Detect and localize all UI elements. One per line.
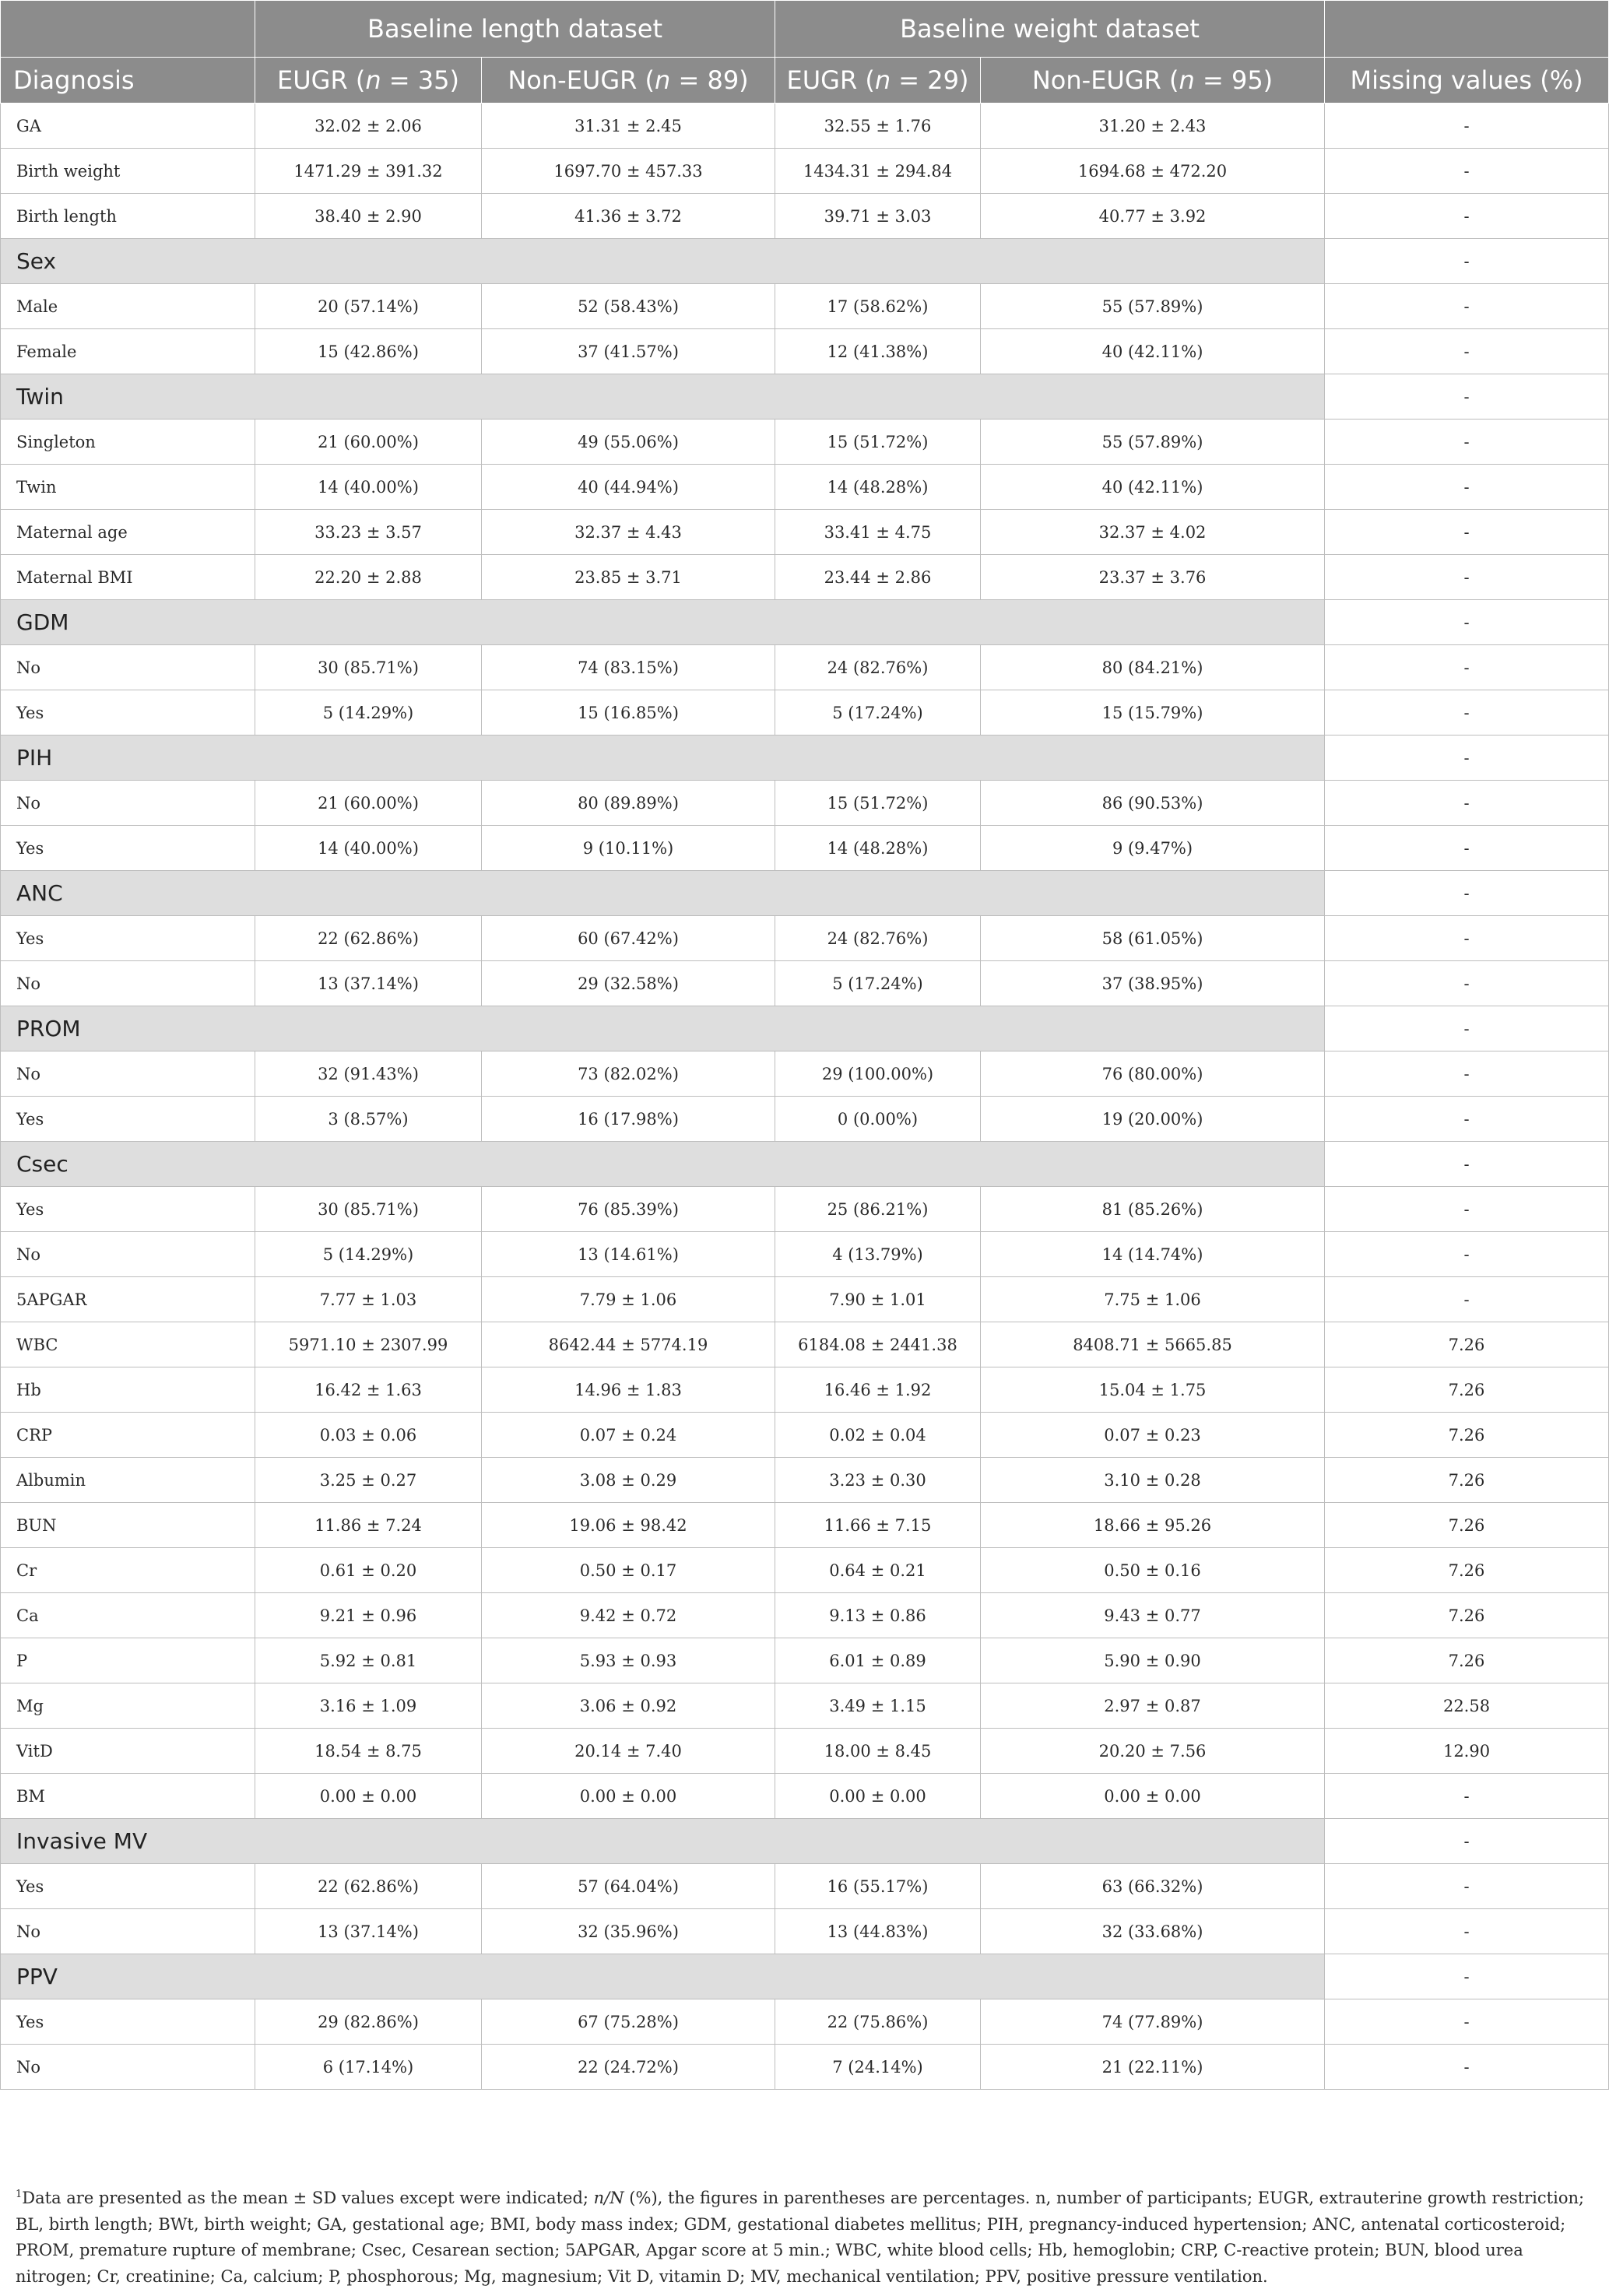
row-label: Male (1, 284, 255, 329)
value-cell: 29 (82.86%) (255, 1999, 482, 2045)
value-cell: 9 (9.47%) (981, 826, 1325, 871)
missing-value-cell: - (1325, 735, 1609, 781)
value-cell: 24 (82.76%) (775, 645, 981, 690)
missing-value-cell: - (1325, 781, 1609, 826)
missing-value-cell: - (1325, 1999, 1609, 2045)
header-column-row (1, 58, 1609, 104)
section-label: PPV (1, 1954, 1325, 1999)
group-header-length: Baseline length dataset (255, 1, 775, 58)
value-cell: 74 (77.89%) (981, 1999, 1325, 2045)
value-cell: 13 (37.14%) (255, 961, 482, 1006)
table-body (1, 104, 1609, 2090)
value-cell: 14 (48.28%) (775, 826, 981, 871)
row-label: No (1, 1051, 255, 1097)
section-row (1, 1006, 1609, 1051)
table-row (1, 104, 1609, 149)
value-cell: 5971.10 ± 2307.99 (255, 1322, 482, 1367)
value-cell: 32.02 ± 2.06 (255, 104, 482, 149)
value-cell: 13 (37.14%) (255, 1909, 482, 1954)
section-row (1, 239, 1609, 284)
table-row (1, 690, 1609, 735)
table-row (1, 1097, 1609, 1142)
row-label: No (1, 781, 255, 826)
value-cell: 58 (61.05%) (981, 916, 1325, 961)
value-cell: 37 (38.95%) (981, 961, 1325, 1006)
row-label: Birth length (1, 194, 255, 239)
row-label: VitD (1, 1729, 255, 1774)
missing-value-cell: - (1325, 1909, 1609, 1954)
value-cell: 19 (20.00%) (981, 1097, 1325, 1142)
section-label: Invasive MV (1, 1819, 1325, 1864)
row-label: No (1, 1909, 255, 1954)
missing-value-cell: - (1325, 1142, 1609, 1187)
row-label: BUN (1, 1503, 255, 1548)
table-row (1, 2045, 1609, 2090)
value-cell: 15 (51.72%) (775, 420, 981, 465)
section-row (1, 871, 1609, 916)
value-cell: 0.50 ± 0.17 (482, 1548, 775, 1593)
value-cell: 8408.71 ± 5665.85 (981, 1322, 1325, 1367)
row-label: Twin (1, 465, 255, 510)
value-cell: 5.90 ± 0.90 (981, 1638, 1325, 1683)
table-row (1, 284, 1609, 329)
value-cell: 1697.70 ± 457.33 (482, 149, 775, 194)
table-row (1, 1413, 1609, 1458)
missing-value-cell: - (1325, 1097, 1609, 1142)
section-row (1, 735, 1609, 781)
value-cell: 15 (42.86%) (255, 329, 482, 374)
value-cell: 3.25 ± 0.27 (255, 1458, 482, 1503)
value-cell: 40 (42.11%) (981, 465, 1325, 510)
value-cell: 3.16 ± 1.09 (255, 1683, 482, 1729)
value-cell: 23.37 ± 3.76 (981, 555, 1325, 600)
table-row (1, 1503, 1609, 1548)
value-cell: 12 (41.38%) (775, 329, 981, 374)
value-cell: 1471.29 ± 391.32 (255, 149, 482, 194)
table-row (1, 1593, 1609, 1638)
value-cell: 0 (0.00%) (775, 1097, 981, 1142)
value-cell: 55 (57.89%) (981, 420, 1325, 465)
value-cell: 49 (55.06%) (482, 420, 775, 465)
column-header-missing: Missing values (%) (1325, 58, 1609, 104)
value-cell: 18.66 ± 95.26 (981, 1503, 1325, 1548)
row-label: Singleton (1, 420, 255, 465)
value-cell: 9 (10.11%) (482, 826, 775, 871)
value-cell: 52 (58.43%) (482, 284, 775, 329)
value-cell: 21 (22.11%) (981, 2045, 1325, 2090)
row-label: Maternal BMI (1, 555, 255, 600)
value-cell: 40 (42.11%) (981, 329, 1325, 374)
value-cell: 81 (85.26%) (981, 1187, 1325, 1232)
value-cell: 20.14 ± 7.40 (482, 1729, 775, 1774)
value-cell: 22 (62.86%) (255, 1864, 482, 1909)
value-cell: 13 (14.61%) (482, 1232, 775, 1277)
value-cell: 18.00 ± 8.45 (775, 1729, 981, 1774)
missing-value-cell: 7.26 (1325, 1503, 1609, 1548)
value-cell: 0.61 ± 0.20 (255, 1548, 482, 1593)
value-cell: 16.46 ± 1.92 (775, 1367, 981, 1413)
value-cell: 5 (14.29%) (255, 1232, 482, 1277)
row-label: Yes (1, 1097, 255, 1142)
missing-value-cell: - (1325, 1954, 1609, 1999)
section-row (1, 1954, 1609, 1999)
section-row (1, 1819, 1609, 1864)
value-cell: 63 (66.32%) (981, 1864, 1325, 1909)
missing-value-cell: 7.26 (1325, 1413, 1609, 1458)
section-label: Csec (1, 1142, 1325, 1187)
value-cell: 0.00 ± 0.00 (775, 1774, 981, 1819)
value-cell: 16 (55.17%) (775, 1864, 981, 1909)
value-cell: 23.85 ± 3.71 (482, 555, 775, 600)
section-row (1, 600, 1609, 645)
row-label: Albumin (1, 1458, 255, 1503)
value-cell: 3.08 ± 0.29 (482, 1458, 775, 1503)
table-row (1, 1322, 1609, 1367)
header-blank-cell (1325, 1, 1609, 58)
row-label: Birth weight (1, 149, 255, 194)
value-cell: 30 (85.71%) (255, 1187, 482, 1232)
row-label: No (1, 1232, 255, 1277)
value-cell: 1694.68 ± 472.20 (981, 149, 1325, 194)
missing-value-cell: - (1325, 555, 1609, 600)
value-cell: 86 (90.53%) (981, 781, 1325, 826)
row-label: Mg (1, 1683, 255, 1729)
missing-value-cell: - (1325, 600, 1609, 645)
missing-value-cell: - (1325, 1819, 1609, 1864)
row-label: GA (1, 104, 255, 149)
value-cell: 76 (85.39%) (482, 1187, 775, 1232)
missing-value-cell: 7.26 (1325, 1458, 1609, 1503)
value-cell: 14 (40.00%) (255, 826, 482, 871)
missing-value-cell: - (1325, 104, 1609, 149)
table-row (1, 781, 1609, 826)
value-cell: 19.06 ± 98.42 (482, 1503, 775, 1548)
table-row (1, 1999, 1609, 2045)
section-label: Twin (1, 374, 1325, 420)
value-cell: 6 (17.14%) (255, 2045, 482, 2090)
table-row (1, 1232, 1609, 1277)
value-cell: 32.37 ± 4.43 (482, 510, 775, 555)
value-cell: 4 (13.79%) (775, 1232, 981, 1277)
table-row (1, 1774, 1609, 1819)
missing-value-cell: - (1325, 961, 1609, 1006)
table-row (1, 149, 1609, 194)
section-label: Sex (1, 239, 1325, 284)
value-cell: 0.00 ± 0.00 (482, 1774, 775, 1819)
value-cell: 80 (89.89%) (482, 781, 775, 826)
section-label: PROM (1, 1006, 1325, 1051)
missing-value-cell: - (1325, 1051, 1609, 1097)
value-cell: 15 (15.79%) (981, 690, 1325, 735)
value-cell: 33.23 ± 3.57 (255, 510, 482, 555)
value-cell: 0.64 ± 0.21 (775, 1548, 981, 1593)
value-cell: 33.41 ± 4.75 (775, 510, 981, 555)
value-cell: 15.04 ± 1.75 (981, 1367, 1325, 1413)
row-label: Maternal age (1, 510, 255, 555)
header-blank-cell (1, 1, 255, 58)
value-cell: 3.06 ± 0.92 (482, 1683, 775, 1729)
value-cell: 31.20 ± 2.43 (981, 104, 1325, 149)
table-row (1, 1683, 1609, 1729)
table-row (1, 1909, 1609, 1954)
value-cell: 40 (44.94%) (482, 465, 775, 510)
value-cell: 40.77 ± 3.92 (981, 194, 1325, 239)
value-cell: 6.01 ± 0.89 (775, 1638, 981, 1683)
missing-value-cell: - (1325, 1864, 1609, 1909)
table-row (1, 1729, 1609, 1774)
table-row (1, 961, 1609, 1006)
table-row (1, 1051, 1609, 1097)
value-cell: 0.07 ± 0.23 (981, 1413, 1325, 1458)
table-row (1, 465, 1609, 510)
value-cell: 7.77 ± 1.03 (255, 1277, 482, 1322)
row-label: BM (1, 1774, 255, 1819)
table-row (1, 555, 1609, 600)
row-label: Yes (1, 826, 255, 871)
table-row (1, 194, 1609, 239)
value-cell: 5 (14.29%) (255, 690, 482, 735)
value-cell: 6184.08 ± 2441.38 (775, 1322, 981, 1367)
value-cell: 9.21 ± 0.96 (255, 1593, 482, 1638)
value-cell: 7 (24.14%) (775, 2045, 981, 2090)
value-cell: 17 (58.62%) (775, 284, 981, 329)
row-label: WBC (1, 1322, 255, 1367)
value-cell: 0.02 ± 0.04 (775, 1413, 981, 1458)
value-cell: 32.37 ± 4.02 (981, 510, 1325, 555)
value-cell: 38.40 ± 2.90 (255, 194, 482, 239)
table-row (1, 916, 1609, 961)
missing-value-cell: - (1325, 374, 1609, 420)
missing-value-cell: 22.58 (1325, 1683, 1609, 1729)
value-cell: 29 (32.58%) (482, 961, 775, 1006)
value-cell: 73 (82.02%) (482, 1051, 775, 1097)
value-cell: 67 (75.28%) (482, 1999, 775, 2045)
row-label: No (1, 961, 255, 1006)
value-cell: 20.20 ± 7.56 (981, 1729, 1325, 1774)
value-cell: 13 (44.83%) (775, 1909, 981, 1954)
value-cell: 7.90 ± 1.01 (775, 1277, 981, 1322)
table-row (1, 826, 1609, 871)
missing-value-cell: - (1325, 1774, 1609, 1819)
missing-value-cell: - (1325, 284, 1609, 329)
value-cell: 0.00 ± 0.00 (255, 1774, 482, 1819)
column-header-weight-non-eugr: Non-EUGR (n = 95) (981, 58, 1325, 104)
row-label: Female (1, 329, 255, 374)
table-footnote: $^1$Data are presented as the mean ± SD values except were indicated; n/N (%), the figures in parentheses are percentages. n, number of participants; EUGR, extrauterine growth restriction; BL, birth length; BWt, birth weight; GA, gestational age; BMI, body mass index; GDM, gestational diabetes mellitus; PIH, pregnancy-induced hypertension; ANC, antenatal corticosteroid; PROM, premature rupture of membrane; Csec, Cesarean section; 5APGAR, Apgar score at 5 min.; WBC, white blood cells; Hb, hemoglobin; CRP, C-reactive protein; BUN, blood urea nitrogen; Cr, creatinine; Ca, calcium; P, phosphorous; Mg, magnesium; Vit D, vitamin D; MV, mechanical ventilation; PPV, positive pressure ventilation. (16, 2189, 1585, 2286)
value-cell: 16.42 ± 1.63 (255, 1367, 482, 1413)
row-label: Yes (1, 1187, 255, 1232)
row-label: Yes (1, 916, 255, 961)
value-cell: 14 (48.28%) (775, 465, 981, 510)
value-cell: 14 (40.00%) (255, 465, 482, 510)
column-header-length-eugr: EUGR (n = 35) (255, 58, 482, 104)
table-row (1, 329, 1609, 374)
value-cell: 3 (8.57%) (255, 1097, 482, 1142)
table-row (1, 1548, 1609, 1593)
missing-value-cell: - (1325, 1006, 1609, 1051)
value-cell: 21 (60.00%) (255, 420, 482, 465)
value-cell: 23.44 ± 2.86 (775, 555, 981, 600)
value-cell: 57 (64.04%) (482, 1864, 775, 1909)
section-row (1, 374, 1609, 420)
value-cell: 22.20 ± 2.88 (255, 555, 482, 600)
value-cell: 32.55 ± 1.76 (775, 104, 981, 149)
row-label: No (1, 645, 255, 690)
value-cell: 55 (57.89%) (981, 284, 1325, 329)
missing-value-cell: 7.26 (1325, 1548, 1609, 1593)
table-row (1, 1277, 1609, 1322)
value-cell: 5.93 ± 0.93 (482, 1638, 775, 1683)
row-label: CRP (1, 1413, 255, 1458)
missing-value-cell: - (1325, 329, 1609, 374)
table-row (1, 1458, 1609, 1503)
value-cell: 15 (51.72%) (775, 781, 981, 826)
value-cell: 9.43 ± 0.77 (981, 1593, 1325, 1638)
value-cell: 32 (35.96%) (482, 1909, 775, 1954)
value-cell: 7.79 ± 1.06 (482, 1277, 775, 1322)
missing-value-cell: - (1325, 239, 1609, 284)
value-cell: 39.71 ± 3.03 (775, 194, 981, 239)
value-cell: 25 (86.21%) (775, 1187, 981, 1232)
value-cell: 32 (33.68%) (981, 1909, 1325, 1954)
missing-value-cell: - (1325, 645, 1609, 690)
value-cell: 9.42 ± 0.72 (482, 1593, 775, 1638)
section-label: GDM (1, 600, 1325, 645)
value-cell: 11.66 ± 7.15 (775, 1503, 981, 1548)
value-cell: 0.07 ± 0.24 (482, 1413, 775, 1458)
table-row (1, 1367, 1609, 1413)
missing-value-cell: 7.26 (1325, 1593, 1609, 1638)
value-cell: 0.00 ± 0.00 (981, 1774, 1325, 1819)
value-cell: 5 (17.24%) (775, 690, 981, 735)
missing-value-cell: - (1325, 916, 1609, 961)
missing-value-cell: 7.26 (1325, 1367, 1609, 1413)
value-cell: 80 (84.21%) (981, 645, 1325, 690)
value-cell: 41.36 ± 3.72 (482, 194, 775, 239)
value-cell: 14.96 ± 1.83 (482, 1367, 775, 1413)
value-cell: 11.86 ± 7.24 (255, 1503, 482, 1548)
value-cell: 2.97 ± 0.87 (981, 1683, 1325, 1729)
value-cell: 20 (57.14%) (255, 284, 482, 329)
row-label: Hb (1, 1367, 255, 1413)
missing-value-cell: - (1325, 2045, 1609, 2090)
row-label: No (1, 2045, 255, 2090)
value-cell: 5 (17.24%) (775, 961, 981, 1006)
missing-value-cell: - (1325, 871, 1609, 916)
table-row (1, 645, 1609, 690)
value-cell: 3.10 ± 0.28 (981, 1458, 1325, 1503)
missing-value-cell: - (1325, 465, 1609, 510)
table-row (1, 1864, 1609, 1909)
value-cell: 74 (83.15%) (482, 645, 775, 690)
missing-value-cell: 7.26 (1325, 1322, 1609, 1367)
column-header-length-non-eugr: Non-EUGR (n = 89) (482, 58, 775, 104)
value-cell: 21 (60.00%) (255, 781, 482, 826)
missing-value-cell: - (1325, 690, 1609, 735)
footnote-marker: 1 (16, 2189, 23, 2200)
column-header-weight-eugr: EUGR (n = 29) (775, 58, 981, 104)
section-label: ANC (1, 871, 1325, 916)
row-label: Cr (1, 1548, 255, 1593)
section-label: PIH (1, 735, 1325, 781)
value-cell: 76 (80.00%) (981, 1051, 1325, 1097)
missing-value-cell: - (1325, 194, 1609, 239)
missing-value-cell: - (1325, 420, 1609, 465)
row-label: Yes (1, 690, 255, 735)
value-cell: 5.92 ± 0.81 (255, 1638, 482, 1683)
value-cell: 22 (62.86%) (255, 916, 482, 961)
value-cell: 30 (85.71%) (255, 645, 482, 690)
value-cell: 7.75 ± 1.06 (981, 1277, 1325, 1322)
value-cell: 8642.44 ± 5774.19 (482, 1322, 775, 1367)
value-cell: 14 (14.74%) (981, 1232, 1325, 1277)
table-row (1, 420, 1609, 465)
value-cell: 24 (82.76%) (775, 916, 981, 961)
value-cell: 0.03 ± 0.06 (255, 1413, 482, 1458)
header-group-row (1, 1, 1609, 58)
value-cell: 29 (100.00%) (775, 1051, 981, 1097)
row-label: Yes (1, 1999, 255, 2045)
value-cell: 22 (24.72%) (482, 2045, 775, 2090)
row-label: Ca (1, 1593, 255, 1638)
value-cell: 37 (41.57%) (482, 329, 775, 374)
table-row (1, 510, 1609, 555)
table-header (1, 1, 1609, 104)
missing-value-cell: - (1325, 149, 1609, 194)
value-cell: 22 (75.86%) (775, 1999, 981, 2045)
missing-value-cell: - (1325, 510, 1609, 555)
value-cell: 18.54 ± 8.75 (255, 1729, 482, 1774)
missing-value-cell: - (1325, 1232, 1609, 1277)
section-row (1, 1142, 1609, 1187)
value-cell: 3.49 ± 1.15 (775, 1683, 981, 1729)
missing-value-cell: 12.90 (1325, 1729, 1609, 1774)
value-cell: 15 (16.85%) (482, 690, 775, 735)
value-cell: 32 (91.43%) (255, 1051, 482, 1097)
value-cell: 3.23 ± 0.30 (775, 1458, 981, 1503)
row-label: P (1, 1638, 255, 1683)
row-label: Yes (1, 1864, 255, 1909)
column-header-diagnosis: Diagnosis (1, 58, 255, 104)
group-header-weight: Baseline weight dataset (775, 1, 1325, 58)
table-row (1, 1638, 1609, 1683)
value-cell: 0.50 ± 0.16 (981, 1548, 1325, 1593)
missing-value-cell: 7.26 (1325, 1638, 1609, 1683)
value-cell: 60 (67.42%) (482, 916, 775, 961)
value-cell: 9.13 ± 0.86 (775, 1593, 981, 1638)
value-cell: 1434.31 ± 294.84 (775, 149, 981, 194)
missing-value-cell: - (1325, 826, 1609, 871)
missing-value-cell: - (1325, 1187, 1609, 1232)
value-cell: 31.31 ± 2.45 (482, 104, 775, 149)
row-label: 5APGAR (1, 1277, 255, 1322)
table-row (1, 1187, 1609, 1232)
missing-value-cell: - (1325, 1277, 1609, 1322)
value-cell: 16 (17.98%) (482, 1097, 775, 1142)
